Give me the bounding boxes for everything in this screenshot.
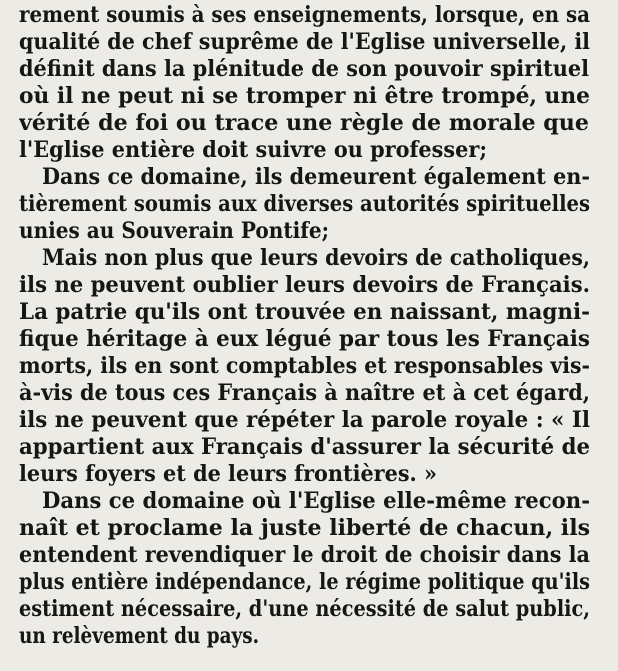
text-line: morts, ils en sont comptables et responsables vis- bbox=[19, 353, 590, 379]
text-line: estiment nécessaire, d'une nécessité de salut public, bbox=[19, 596, 590, 622]
text-line: ils ne peuvent oublier leurs devoirs de Français. bbox=[19, 272, 590, 298]
text-line: entendent revendiquer le droit de choisir dans la bbox=[19, 542, 590, 568]
text-line: tièrement soumis aux diverses autorités spirituelles bbox=[19, 191, 590, 217]
text-line: appartient aux Français d'assurer la sécurité de bbox=[19, 434, 590, 460]
text-line: Dans ce domaine où l'Eglise elle-même recon- bbox=[42, 488, 590, 514]
text-line: où il ne peut ni se tromper ni être trompé, une bbox=[19, 83, 590, 109]
text-line: l'Eglise entière doit suivre ou professer; bbox=[19, 137, 487, 163]
text-line: définit dans la plénitude de son pouvoir spirituel bbox=[19, 56, 589, 82]
text-line: naît et proclame la juste liberté de chacun, ils bbox=[19, 515, 590, 541]
text-line: La patrie qu'ils ont trouvée en naissant, magni- bbox=[19, 299, 590, 325]
text-line: qualité de chef suprême de l'Eglise universelle, il bbox=[19, 29, 590, 55]
text-line: leurs foyers et de leurs frontières. » bbox=[19, 461, 437, 487]
text-line: ils ne peuvent que répéter la parole royale : « Il bbox=[19, 407, 590, 433]
text-line: un relèvement du pays. bbox=[19, 623, 259, 649]
text-line: vérité de foi ou trace une règle de morale que bbox=[19, 110, 589, 136]
text-line: rement soumis à ses enseignements, lorsque, en sa bbox=[19, 2, 590, 28]
text-line: à-vis de tous ces Français à naître et à cet égard, bbox=[19, 380, 590, 406]
text-line: Mais non plus que leurs devoirs de catholiques, bbox=[42, 245, 590, 271]
text-line: Dans ce domaine, ils demeurent également en- bbox=[42, 164, 590, 190]
text-line: fique héritage à eux légué par tous les Français bbox=[19, 326, 590, 352]
text-line: plus entière indépendance, le régime politique qu'ils bbox=[19, 569, 590, 595]
text-line: unies au Souverain Pontife; bbox=[19, 218, 329, 244]
